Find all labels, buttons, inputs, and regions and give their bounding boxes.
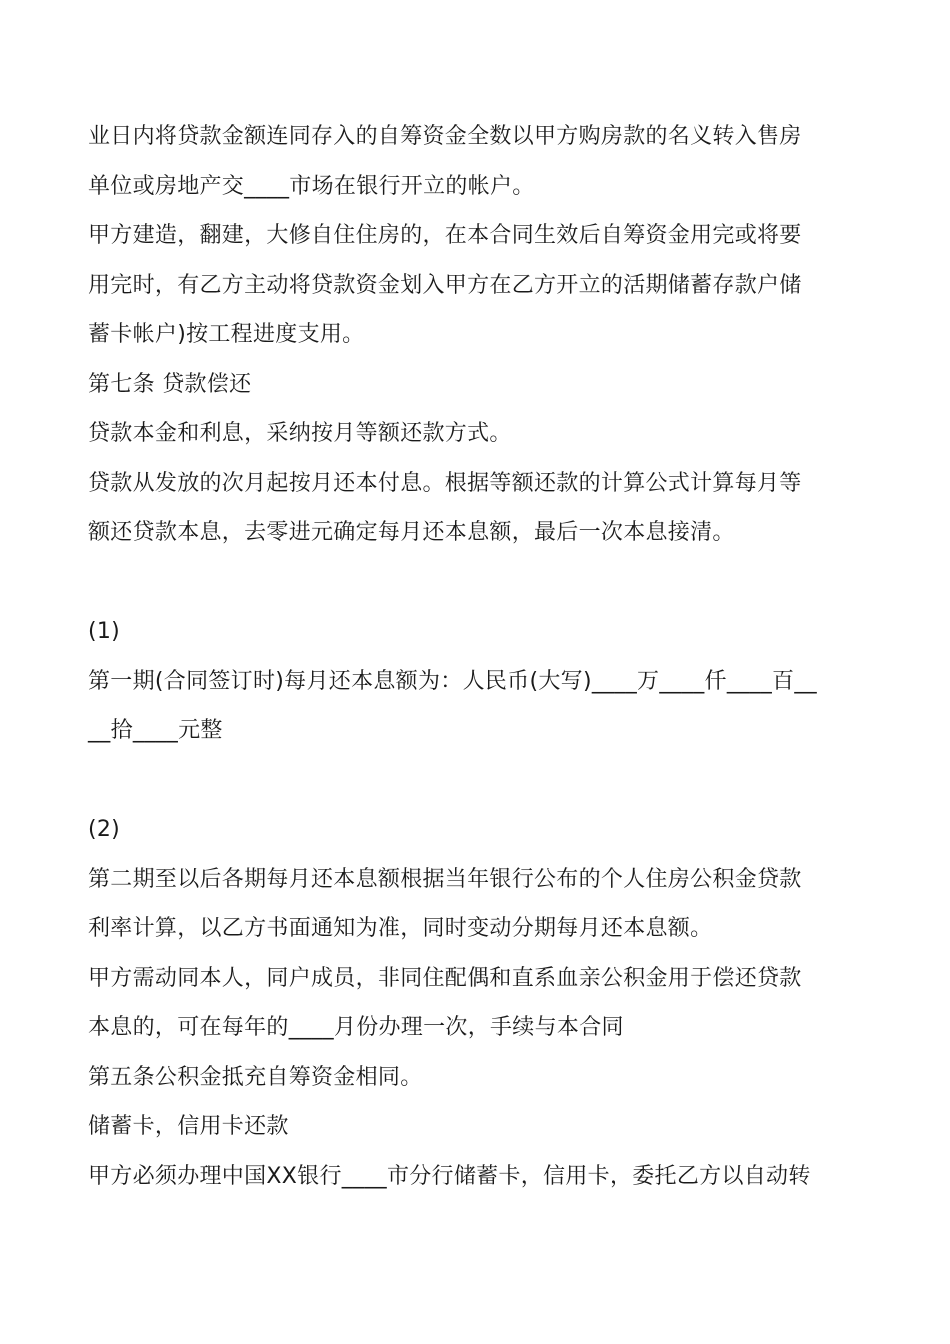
- paragraph-line: 额还贷款本息，去零进元确定每月还本息额，最后一次本息接清。: [88, 520, 735, 545]
- blank-line: [88, 558, 878, 608]
- paragraph-line: 储蓄卡，信用卡还款: [88, 1114, 289, 1139]
- section-heading: 第七条 贷款偿还: [88, 371, 252, 397]
- paragraph-line: 甲方需动同本人，同户成员，非同住配偶和直系血亲公积金用于偿还贷款: [88, 965, 802, 991]
- item-number: (2): [88, 817, 121, 842]
- paragraph-line: __拾____元整: [88, 718, 223, 743]
- paragraph-line: 贷款从发放的次月起按月还本付息。根据等额还款的计算公式计算每月等: [88, 470, 802, 496]
- paragraph-line: 用完时，有乙方主动将贷款资金划入甲方在乙方开立的活期储蓄存款户储: [88, 272, 802, 298]
- paragraph-line: 甲方建造，翻建，大修自住住房的，在本合同生效后自筹资金用完或将要: [88, 223, 802, 248]
- paragraph-line: 贷款本金和利息，采纳按月等额还款方式。: [88, 421, 512, 446]
- section-heading: 第五条公积金抵充自筹资金相同。: [88, 1064, 423, 1090]
- paragraph-line: 利率计算，以乙方书面通知为准，同时变动分期每月还本息额。: [88, 916, 713, 941]
- paragraph-line: 本息的，可在每年的____月份办理一次，手续与本合同: [88, 1015, 624, 1040]
- paragraph-line: 单位或房地产交____市场在银行开立的帐户。: [88, 173, 535, 199]
- paragraph-line: 甲方必须办理中国XX银行____市分行储蓄卡，信用卡，委托乙方以自动转: [88, 1163, 811, 1189]
- item-number: (1): [88, 619, 121, 644]
- document-body: [88, 112, 878, 1201]
- paragraph-line: 业日内将贷款金额连同存入的自筹资金全数以甲方购房款的名义转入售房: [88, 124, 802, 149]
- blank-line: [88, 756, 878, 806]
- paragraph-line: 蓄卡帐户)按工程进度支用。: [88, 322, 365, 347]
- paragraph-line: 第二期至以后各期每月还本息额根据当年银行公布的个人住房公积金贷款: [88, 866, 802, 892]
- paragraph-line: 第一期(合同签订时)每月还本息额为：人民币(大写)____万____仟____百__: [88, 668, 817, 694]
